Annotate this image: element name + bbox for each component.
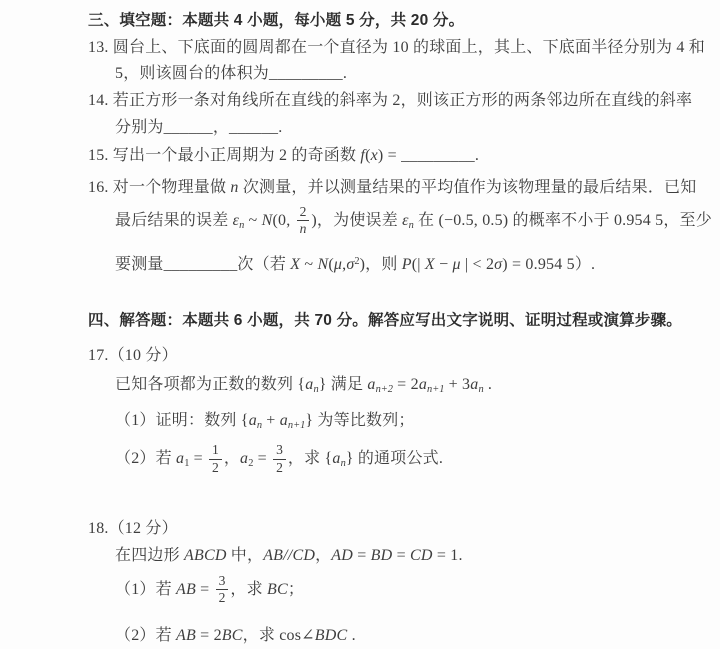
question-16-line-1: 16. 对一个物理量做 n 次测量，并以测量结果的平均值作为该物理量的最后结果．已知: [88, 179, 697, 196]
section-4-heading: 四、解答题：本题共 6 小题，共 70 分。解答应写出文字说明、证明过程或演算步骤。: [88, 312, 682, 330]
question-18-line-2: 在四边形 ABCD 中，AB//CD，AD = BD = CD = 1.: [115, 546, 463, 564]
fraction: $\frac{3}{2}$: [273, 443, 286, 475]
question-16-line-2: 最后结果的误差 εn ~ N(0, $\frac{2}{n}$ )，为使误差 εn 在 (−0.5, 0.5) 的概率不小于 0.954 5，至少: [115, 204, 712, 237]
question-18-part-2: （2）若 AB = 2BC，求 cos∠BDC .: [115, 627, 356, 645]
question-18-part-1: （1）若 AB = $\frac{3}{2}$ ，求 BC；: [115, 572, 305, 605]
question-17-part-1: （1）证明：数列 {an + an+1} 为等比数列；: [115, 412, 415, 432]
question-17-part-2: （2）若 a1 = $\frac{1}{2}$ ，a2 = $\frac{3}{2}$ ，求 {an} 的通项公式.: [115, 442, 444, 475]
question-13-line-1: 13. 圆台上、下底面的圆周都在一个直径为 10 的球面上，其上、下底面半径分别为 4 和: [88, 39, 706, 56]
section-3-heading: 三、填空题：本题共 4 小题，每小题 5 分，共 20 分。: [88, 12, 465, 29]
fraction: $\frac{2}{n}$: [297, 205, 310, 237]
question-14-line-2: 分别为______，______.: [115, 119, 283, 136]
question-17-line-1: 17.（10 分）: [88, 347, 178, 365]
question-18-line-1: 18.（12 分）: [88, 519, 178, 537]
question-15-line-1: 15. 写出一个最小正周期为 2 的奇函数 f(x) = _________.: [88, 147, 480, 164]
question-17-line-2: 已知各项都为正数的数列 {an} 满足 an+2 = 2an+1 + 3an .: [115, 376, 493, 396]
question-13-line-2: 5，则该圆台的体积为_________.: [115, 65, 348, 82]
question-14-line-1: 14. 若正方形一条对角线所在直线的斜率为 2，则该正方形的两条邻边所在直线的斜率: [88, 92, 693, 109]
fraction: $\frac{3}{2}$: [216, 574, 229, 606]
question-16-line-3: 要测量_________次（若 X ~ $N(\mu,\sigma^2)$，则 P(| X − μ | < 2σ) = 0.954 5）.: [115, 256, 596, 274]
fraction: $\frac{1}{2}$: [209, 443, 222, 475]
